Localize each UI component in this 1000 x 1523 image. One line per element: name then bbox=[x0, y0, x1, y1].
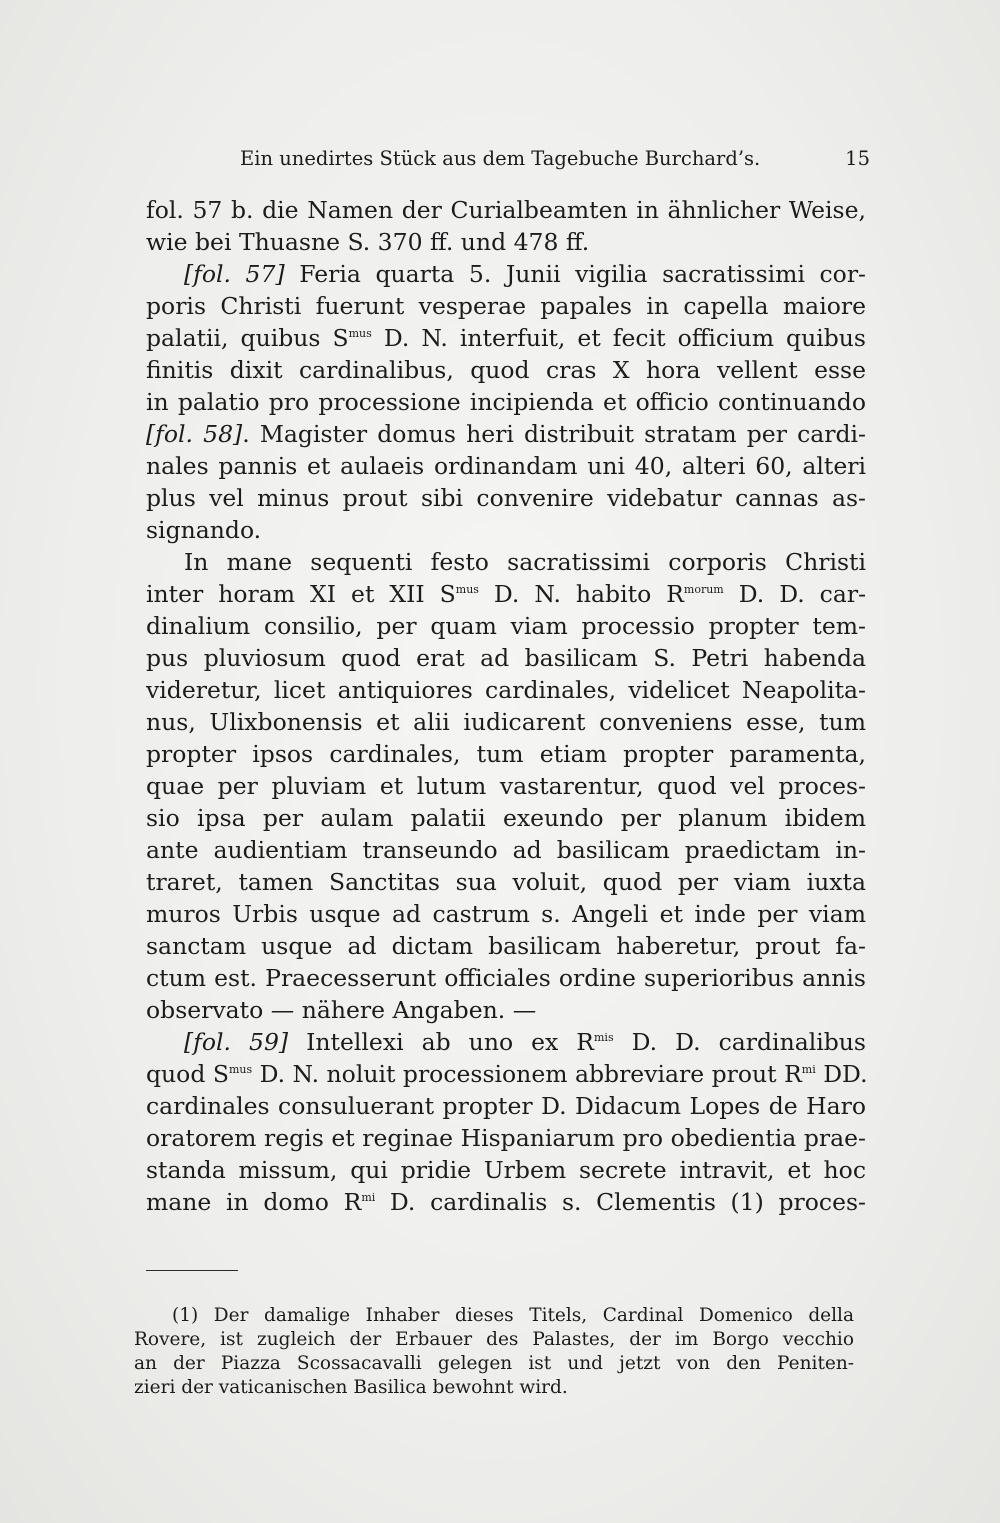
text-span: inter horam XI et XII S bbox=[146, 580, 456, 608]
footnote-line: an der Piazza Scossacavalli gelegen ist und jetzt von den Peniten- bbox=[134, 1353, 854, 1374]
superscript: mus bbox=[228, 1063, 253, 1076]
text-line: finitis dixit cardinalibus, quod cras X hora vellent esse bbox=[146, 356, 866, 384]
text-line: In mane sequenti festo sacratissimi corporis Christi bbox=[184, 548, 866, 576]
text-line: observato — nähere Angaben. — bbox=[146, 996, 537, 1024]
text-span: D. D. cardinalibus bbox=[613, 1028, 866, 1056]
footnote-line: Rovere, ist zugleich der Erbauer des Palastes, der im Borgo vecchio bbox=[134, 1329, 854, 1350]
folio-reference: [fol. 58] bbox=[146, 420, 243, 448]
text-line: plus vel minus prout sibi convenire videbatur cannas as- bbox=[146, 484, 866, 512]
text-line bbox=[146, 258, 866, 290]
text-line bbox=[146, 578, 866, 610]
folio-reference: [fol. 57] bbox=[184, 260, 285, 288]
text-line: pus pluviosum quod erat ad basilicam S. Petri habenda bbox=[146, 644, 866, 672]
text-span: D. cardinalis s. Clementis (1) proces- bbox=[375, 1188, 866, 1216]
footnote-divider bbox=[146, 1270, 238, 1271]
footnote-line: zieri der vaticanischen Basilica bewohnt wird. bbox=[134, 1377, 568, 1398]
text-line: sanctam usque ad dictam basilicam haberetur, prout fa- bbox=[146, 932, 866, 960]
text-line: traret, tamen Sanctitas sua voluit, quod per viam iuxta bbox=[146, 868, 866, 896]
text-span: Feria quarta 5. Junii vigilia sacratissimi cor- bbox=[284, 260, 867, 288]
text-span: palatii, quibus S bbox=[146, 324, 349, 352]
text-line: propter ipsos cardinales, tum etiam propter paramenta, bbox=[146, 740, 866, 768]
text-span: D. D. car- bbox=[723, 580, 867, 608]
text-span: D. N. habito R bbox=[478, 580, 684, 608]
text-span: Intellexi ab uno ex R bbox=[288, 1028, 594, 1056]
text-line: nales pannis et aulaeis ordinandam uni 40, alteri 60, alteri bbox=[146, 452, 866, 480]
running-head bbox=[240, 142, 870, 176]
text-line: ctum est. Praecesserunt officiales ordine superioribus annis bbox=[146, 964, 866, 992]
text-span: D. N. noluit processionem abbreviare prout R bbox=[252, 1060, 802, 1088]
text-line: signando. bbox=[146, 516, 262, 544]
running-head-title: Ein unedirtes Stück aus dem Tagebuche Burchard’s. bbox=[240, 147, 761, 170]
body-text bbox=[146, 194, 866, 1218]
text-span: quod S bbox=[146, 1060, 229, 1088]
superscript: mi bbox=[801, 1063, 816, 1076]
text-line: poris Christi fuerunt vesperae papales in capella maiore bbox=[146, 292, 866, 320]
folio-reference: [fol. 59] bbox=[184, 1028, 289, 1056]
text-span: . Magister domus heri distribuit stratam per cardi- bbox=[242, 420, 866, 448]
text-line: cardinales consuluerant propter D. Didacum Lopes de Haro bbox=[146, 1092, 866, 1120]
text-line bbox=[146, 1026, 866, 1058]
text-line: fol. 57 b. die Namen der Curialbeamten in ähnlicher Weise, bbox=[146, 196, 866, 224]
text-line bbox=[146, 418, 866, 450]
text-span: mane in domo R bbox=[146, 1188, 362, 1216]
text-line: ante audientiam transeundo ad basilicam praedictam in- bbox=[146, 836, 866, 864]
text-line bbox=[146, 1058, 866, 1090]
text-line: dinalium consilio, per quam viam processio propter tem- bbox=[146, 612, 866, 640]
text-span: DD. bbox=[815, 1060, 868, 1088]
text-line: quae per pluviam et lutum vastarentur, quod vel proces- bbox=[146, 772, 866, 800]
page-number: 15 bbox=[845, 147, 870, 170]
superscript: morum bbox=[683, 583, 724, 596]
text-line: standa missum, qui pridie Urbem secrete intravit, et hoc bbox=[146, 1156, 866, 1184]
text-line: nus, Ulixbonensis et alii iudicarent conveniens esse, tum bbox=[146, 708, 866, 736]
text-line: sio ipsa per aulam palatii exeundo per planum ibidem bbox=[146, 804, 866, 832]
text-line: videretur, licet antiquiores cardinales, videlicet Neapolita- bbox=[146, 676, 866, 704]
text-span: D. N. interfuit, et fecit officium quibus bbox=[371, 324, 866, 352]
text-line bbox=[146, 1186, 866, 1218]
superscript: mus bbox=[455, 583, 479, 596]
text-line bbox=[146, 322, 866, 354]
footnote-line: (1) Der damalige Inhaber dieses Titels, Cardinal Domenico della bbox=[172, 1305, 854, 1326]
superscript: mis bbox=[594, 1031, 614, 1044]
text-line: in palatio pro processione incipienda et officio continuando bbox=[146, 388, 866, 416]
superscript: mi bbox=[361, 1191, 376, 1204]
text-line: wie bei Thuasne S. 370 ff. und 478 ff. bbox=[146, 228, 590, 256]
footnote bbox=[134, 1304, 854, 1400]
superscript: mus bbox=[348, 327, 372, 340]
text-line: oratorem regis et reginae Hispaniarum pro obedientia prae- bbox=[146, 1124, 866, 1152]
text-line: muros Urbis usque ad castrum s. Angeli et inde per viam bbox=[146, 900, 866, 928]
